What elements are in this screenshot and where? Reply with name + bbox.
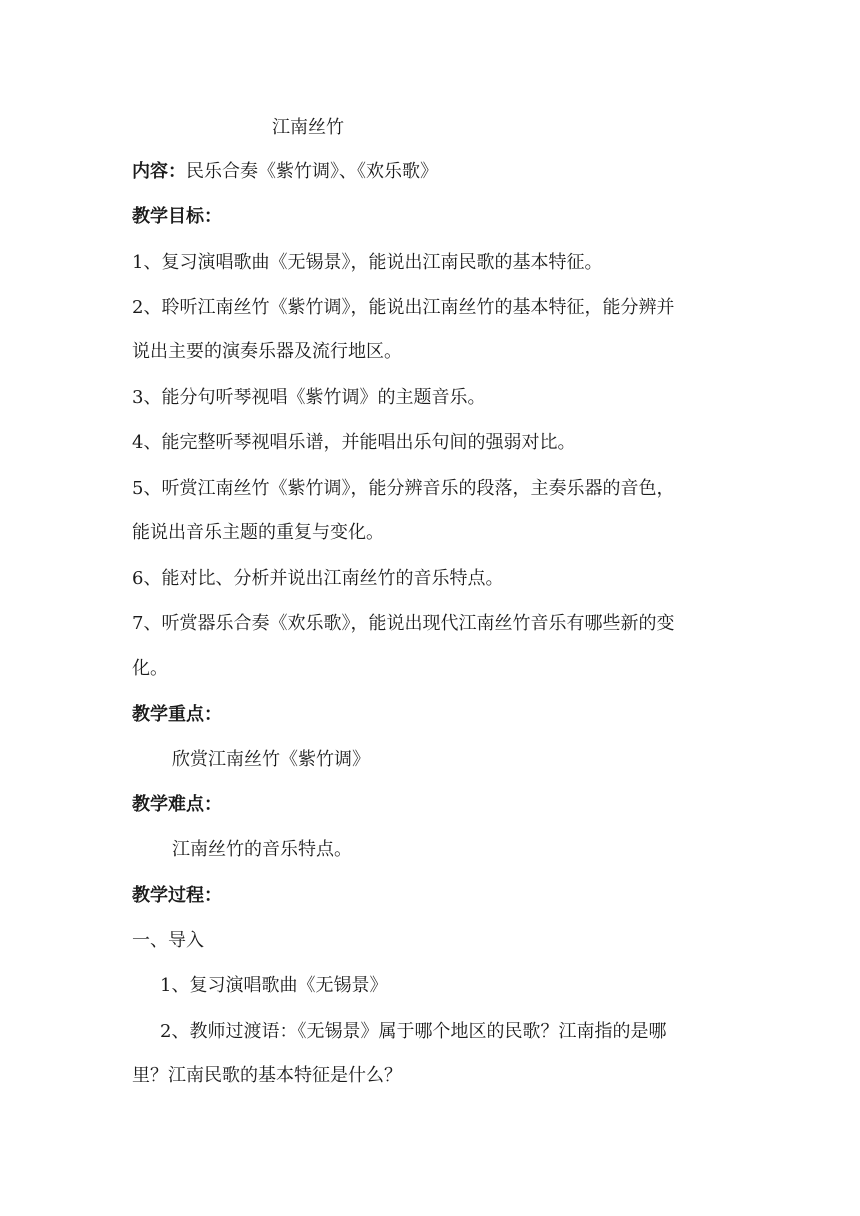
objective-line: 1、复习演唱歌曲《无锡景》，能说出江南民歌的基本特征。	[132, 252, 603, 273]
content-text: 民乐合奏《紫竹调》、《欢乐歌》	[186, 161, 438, 182]
objective-line: 7、听赏器乐合奏《欢乐歌》，能说出现代江南丝竹音乐有哪些新的变	[132, 613, 675, 634]
objective-line: 能说出音乐主题的重复与变化。	[132, 522, 384, 543]
objective-line: 3、能分句听琴视唱《紫竹调》的主题音乐。	[132, 387, 486, 408]
process-item: 1、复习演唱歌曲《无锡景》	[160, 975, 388, 996]
content-label: 内容：	[132, 161, 186, 182]
objective-line: 5、听赏江南丝竹《紫竹调》，能分辨音乐的段落，主奏乐器的音色，	[132, 478, 675, 499]
section-heading: 一、导入	[132, 930, 204, 951]
key-heading: 教学重点：	[132, 704, 222, 725]
difficulty-heading: 教学难点：	[132, 794, 222, 815]
document-title: 江南丝竹	[272, 117, 344, 138]
process-item: 里？江南民歌的基本特征是什么？	[132, 1065, 402, 1086]
objectives-heading: 教学目标：	[132, 206, 222, 227]
objective-line: 化。	[132, 658, 168, 679]
objective-line: 6、能对比、分析并说出江南丝竹的音乐特点。	[132, 568, 504, 589]
key-text: 欣赏江南丝竹《紫竹调》	[172, 749, 370, 770]
process-item: 2、教师过渡语：《无锡景》属于哪个地区的民歌？江南指的是哪	[160, 1021, 667, 1042]
objective-line: 4、能完整听琴视唱乐谱，并能唱出乐句间的强弱对比。	[132, 432, 576, 453]
process-heading: 教学过程：	[132, 885, 222, 906]
objective-line: 说出主要的演奏乐器及流行地区。	[132, 341, 402, 362]
objective-line: 2、聆听江南丝竹《紫竹调》，能说出江南丝竹的基本特征，能分辨并	[132, 297, 675, 318]
content-line	[132, 160, 438, 184]
difficulty-text: 江南丝竹的音乐特点。	[172, 839, 352, 860]
